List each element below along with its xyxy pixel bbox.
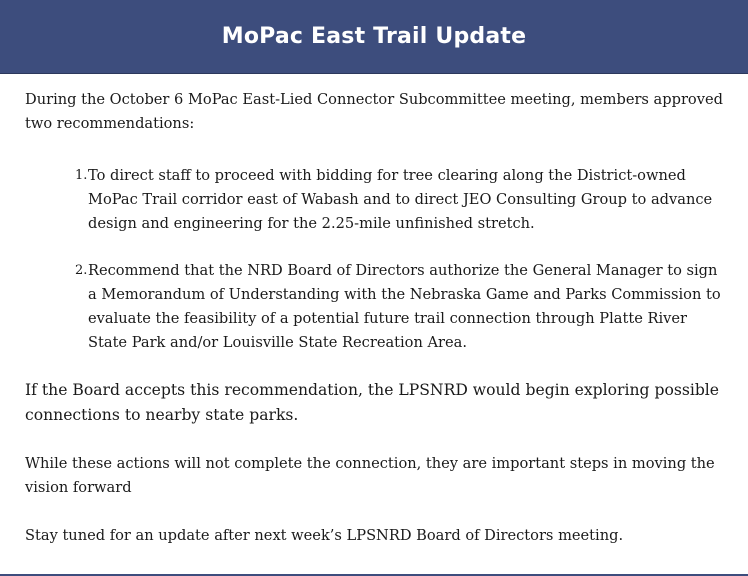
next-steps-paragraph: While these actions will not complete the connection, they are important steps in moving the vision forward <box>25 455 715 496</box>
list-item <box>25 164 730 236</box>
list-item <box>25 259 730 355</box>
list-item-number: 1. <box>75 168 88 183</box>
article-body <box>25 88 730 548</box>
stay-tuned-paragraph: Stay tuned for an update after next week’s LPSNRD Board of Directors meeting. <box>25 527 624 544</box>
page-title: MoPac East Trail Update <box>221 24 527 49</box>
list-item-text: Recommend that the NRD Board of Directors authorize the General Manager to sign a Memorandum of Understanding with the Nebraska Game and Parks Commission to evaluate the feasibility of a potential future trail connection through Platte River State Park and/or Louisville State Recreation Area. <box>88 262 721 351</box>
recommendations-list <box>25 164 730 355</box>
list-item-text: To direct staff to proceed with bidding for tree clearing along the District-owned MoPac Trail corridor east of Wabash and to direct JEO Consulting Group to advance design and engineering for the 2.25-mile unfinished stretch. <box>88 167 713 232</box>
header-banner <box>0 0 748 74</box>
list-item-number: 2. <box>75 263 88 278</box>
intro-paragraph: During the October 6 MoPac East-Lied Connector Subcommittee meeting, members approved two recommendations: <box>25 91 723 132</box>
board-recommendation-paragraph: If the Board accepts this recommendation, the LPSNRD would begin exploring possible connections to nearby state parks. <box>25 381 720 424</box>
